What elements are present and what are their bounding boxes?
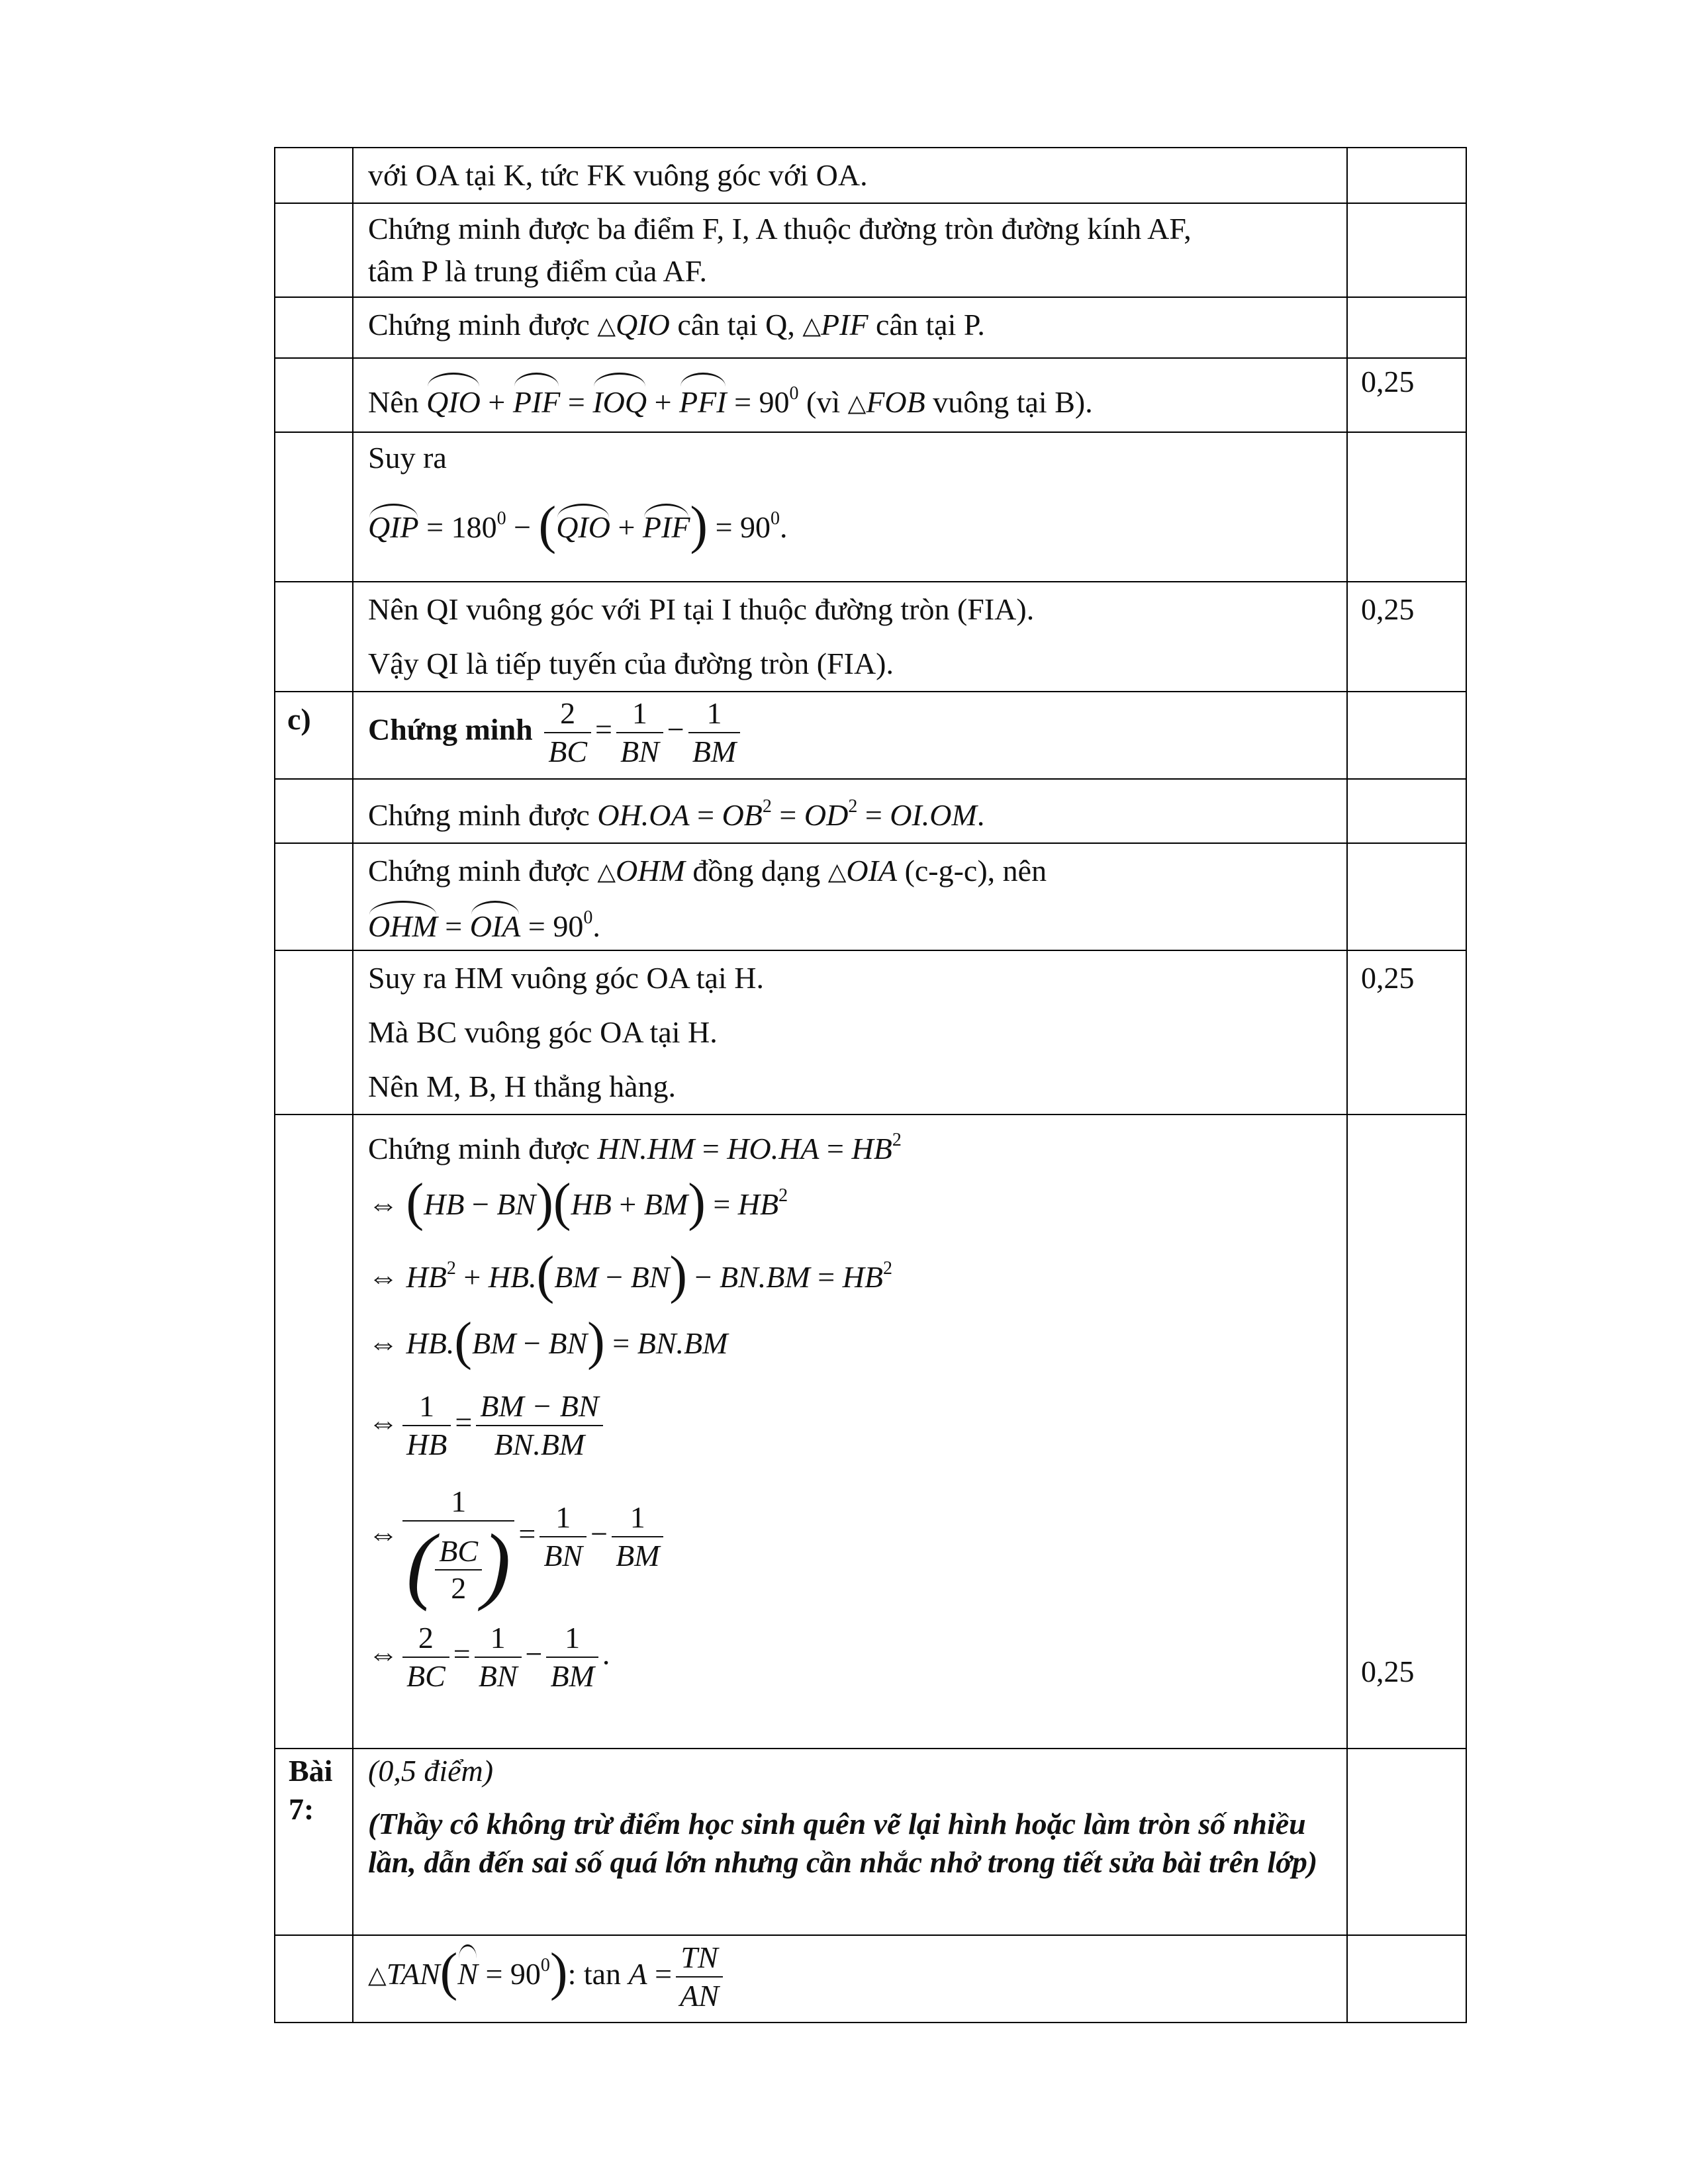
table-row	[275, 1749, 1466, 1935]
content-cell: Suy ra QIP = $180^0 - (QIO + PIF) = 90^0$.	[353, 432, 1347, 582]
table-row	[275, 148, 1466, 203]
label-cell	[275, 203, 353, 297]
table-row	[275, 582, 1466, 692]
table-row	[275, 692, 1466, 779]
fraction: $\frac{2}{BC}$	[544, 695, 591, 770]
fraction: $\frac{1}{BN}$	[539, 1499, 586, 1574]
fraction: $\frac{1}{BM}$	[546, 1619, 598, 1695]
label-cell	[275, 297, 353, 358]
content-cell: Suy ra HM vuông góc OA tại H. Mà BC vuông góc OA tại H. Nên M, B, H thẳng hàng.	[353, 950, 1347, 1115]
score-cell	[1347, 432, 1466, 582]
score-cell: 0,25	[1347, 1115, 1466, 1749]
content-cell: Nên QI vuông góc với PI tại I thuộc đường tròn (FIA). Vậy QI là tiếp tuyến của đường tròn (FIA).	[353, 582, 1347, 692]
table-row	[275, 1115, 1466, 1749]
table-row	[275, 843, 1466, 950]
score-cell	[1347, 297, 1466, 358]
score-cell	[1347, 148, 1466, 203]
table-row	[275, 1935, 1466, 2023]
score-cell	[1347, 1749, 1466, 1935]
label-cell	[275, 432, 353, 582]
score-cell: 0,25	[1347, 950, 1466, 1115]
content-cell: Chứng minh được $HN.HM = HO.HA = HB^2$ ⇔ $(HB - BN)(HB + BM) = HB^2$ ⇔ $HB^2 + HB.(BM - BN) - BN.BM = HB^2$ ⇔ HB.(BM − BN) = BN.BM ⇔ $\frac{1}{HB}$ = $\frac{BM - BN}{BN.BM}$ ⇔ 1 ( $\frac{BC}{2}$ ) = $\frac{1}{BN}$ − $\frac{1}{BM}$ ⇔ $\frac{2}{BC}$ = $\frac{1}{BN}$ − $\frac{1}{BM}$ .	[353, 1115, 1347, 1749]
answer-key-table	[274, 147, 1467, 2023]
content-cell: Chứng minh $\frac{2}{BC}$ = $\frac{1}{BN}$ − $\frac{1}{BM}$	[353, 692, 1347, 779]
fraction: 1 ( $\frac{BC}{2}$ )	[402, 1483, 514, 1608]
content-cell: Chứng minh được ba điểm F, I, A thuộc đường tròn đường kính AF, tâm P là trung điểm của AF.	[353, 203, 1347, 297]
content-cell: với OA tại K, tức FK vuông góc với OA.	[353, 148, 1347, 203]
table-row	[275, 950, 1466, 1115]
content-cell: △TAN(N = $90^0$): tan A = $\frac{TN}{AN}$	[353, 1935, 1347, 2023]
table-row	[275, 358, 1466, 432]
label-cell	[275, 779, 353, 843]
fraction: $\frac{1}{BM}$	[688, 695, 740, 770]
score-cell	[1347, 692, 1466, 779]
content-cell: Chứng minh được △QIO cân tại Q, △PIF cân tại P.	[353, 297, 1347, 358]
score-cell: 0,25	[1347, 358, 1466, 432]
score-cell	[1347, 1935, 1466, 2023]
label-cell	[275, 843, 353, 950]
label-cell	[275, 1115, 353, 1749]
content-cell: Chứng minh được $OH.OA = OB^2 = OD^2 = OI.OM$.	[353, 779, 1347, 843]
score-cell	[1347, 203, 1466, 297]
content-cell: (0,5 điểm) (Thầy cô không trừ điểm học sinh quên vẽ lại hình hoặc làm tròn số nhiều lần, dẫn đến sai số quá lớn nhưng cần nhắc nhở trong tiết sửa bài trên lớp)	[353, 1749, 1347, 1935]
score-cell	[1347, 779, 1466, 843]
fraction: $\frac{BM - BN}{BN.BM}$	[476, 1388, 602, 1463]
fraction: $\frac{1}{BN}$	[616, 695, 663, 770]
fraction: $\frac{1}{BN}$	[475, 1619, 522, 1695]
table-row	[275, 297, 1466, 358]
table-row	[275, 779, 1466, 843]
label-cell	[275, 582, 353, 692]
fraction: $\frac{1}{HB}$	[402, 1388, 451, 1463]
label-cell: c)	[275, 692, 353, 779]
fraction: $\frac{TN}{AN}$	[676, 1939, 723, 2015]
label-cell	[275, 358, 353, 432]
label-cell: Bài 7:	[275, 1749, 353, 1935]
content-cell: Chứng minh được △OHM đồng dạng △OIA (c-g-c), nên OHM = OIA = $90^0$.	[353, 843, 1347, 950]
score-cell: 0,25	[1347, 582, 1466, 692]
table-row	[275, 432, 1466, 582]
label-cell	[275, 1935, 353, 2023]
table-row	[275, 203, 1466, 297]
label-cell	[275, 950, 353, 1115]
score-cell	[1347, 843, 1466, 950]
content-cell: Nên QIO + PIF = IOQ + PFI = $90^0$ (vì △FOB vuông tại B).	[353, 358, 1347, 432]
fraction: $\frac{2}{BC}$	[402, 1619, 449, 1695]
fraction: $\frac{1}{BM}$	[612, 1499, 663, 1574]
label-cell	[275, 148, 353, 203]
